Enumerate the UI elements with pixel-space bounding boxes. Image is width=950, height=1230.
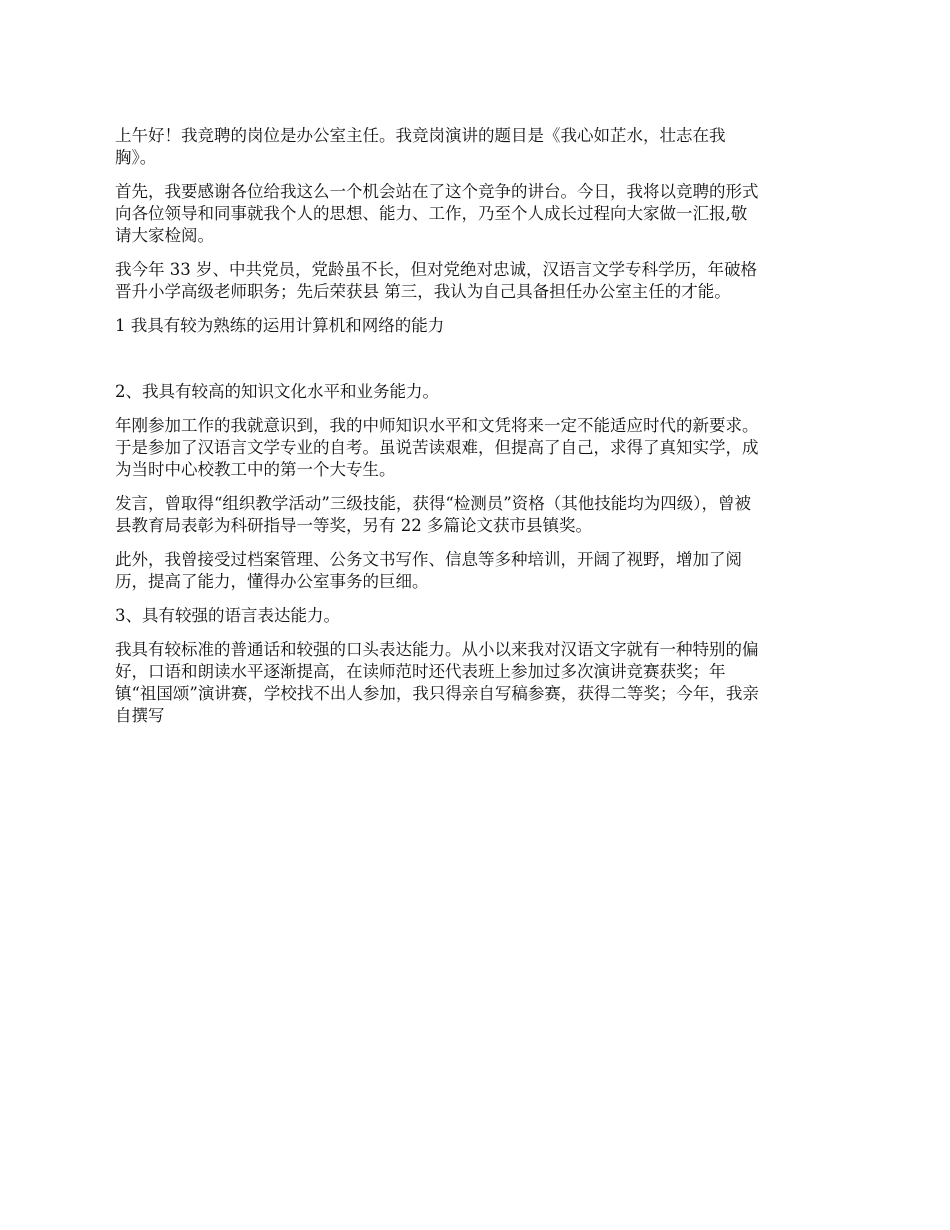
spacer — [115, 349, 845, 381]
paragraph-point-3: 3、具有较强的语言表达能力。 — [115, 606, 340, 625]
paragraph-training: 此外，我曾接受过档案管理、公务文书写作、信息等多种培训，开阔了视野，增加了阅 历，提高了能力，懂得办公室事务的巨细。 — [115, 550, 742, 591]
paragraph-greeting: 上午好！我竞聘的岗位是办公室主任。我竞岗演讲的题目是《我心如芷水，壮志在我 胸》。 — [115, 126, 726, 167]
paragraph-self-study: 年刚参加工作的我就意识到，我的中师知识水平和文凭将来一定不能适应时代的新要求。 于是参加了汉语言文学专业的自考。虽说苦读艰难，但提高了自己，求得了真知实学，成 为当时中心校教工中的第一个大专生。 — [115, 416, 759, 479]
paragraph-point-2: 2、我具有较高的知识文化水平和业务能力。 — [115, 382, 439, 401]
paragraph-thanks: 首先，我要感谢各位给我这么一个机会站在了这个竞争的讲台。今日，我将以竞聘的形式 向各位领导和同事就我个人的思想、能力、工作，乃至个人成长过程向大家做一汇报,敬 请大家检阅。 — [115, 182, 759, 245]
paragraph-skills: 发言，曾取得“组织教学活动”三级技能，获得“检测员”资格（其他技能均为四级），曾被 县教育局表彰为科研指导一等奖，另有 22 多篇论文获市县镇奖。 — [115, 494, 751, 535]
document-body — [115, 125, 845, 739]
paragraph-point-1: 1 我具有较为熟练的运用计算机和网络的能力 — [115, 316, 445, 335]
paragraph-self-intro: 我今年 33 岁、中共党员，党龄虽不长，但对党绝对忠诚，汉语言文学专科学历，年破格 晋升小学高级老师职务；先后荣获县 第三，我认为自己具备担任办公室主任的才能。 — [115, 260, 757, 301]
paragraph-language: 我具有较标准的普通话和较强的口头表达能力。从小以来我对汉语文字就有一种特别的偏 好，口语和朗读水平逐渐提高，在读师范时还代表班上参加过多次演讲竞赛获奖；年 镇“祖国颂”演讲赛，学校找不出人参加，我只得亲自写稿参赛，获得二等奖；今年，我亲 自撰写 — [115, 640, 759, 725]
